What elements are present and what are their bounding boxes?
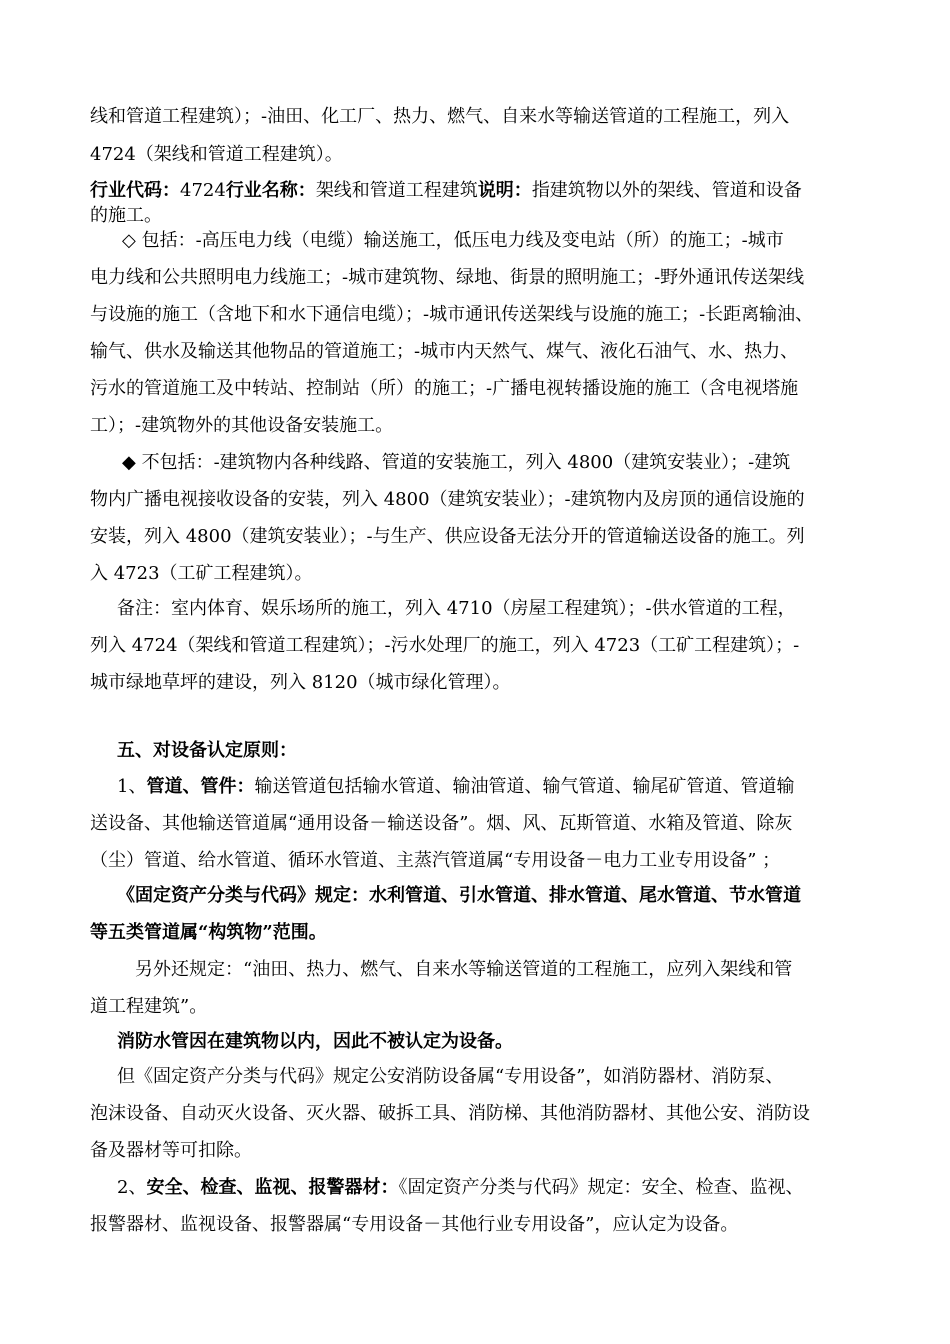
text-line: 与设施的施工（含地下和水下通信电缆）；-城市通讯传送架线与设施的施工；-长距离输油、	[90, 304, 814, 325]
exclude-line	[122, 452, 790, 474]
text-line: 另外还规定：“油田、热力、燃气、自来水等输送管道的工程施工，应列入架线和管	[135, 959, 793, 980]
text-line: 污水的管道施工及中转站、控制站（所）的施工；-广播电视转播设施的施工（含电视塔施	[90, 378, 799, 399]
name-label: 行业名称：	[225, 180, 316, 201]
item-number: 1、	[117, 776, 147, 797]
text-line: 物内广播电视接收设备的安装，列入 4800（建筑安装业）；-建筑物内及房顶的通信设施的	[90, 489, 805, 510]
diamond-outline-icon: ◇	[122, 230, 136, 251]
text-line: 电力线和公共照明电力线施工；-城市建筑物、绿地、街景的照明施工；-野外通讯传送架线	[90, 267, 805, 288]
text-line: 送设备、其他输送管道属“通用设备－输送设备”。烟、风、瓦斯管道、水箱及管道、除灰	[90, 813, 793, 834]
code-label: 行业代码：	[90, 180, 180, 201]
code-value: 4724	[180, 180, 226, 201]
text-line: 列入 4724（架线和管道工程建筑）；-污水处理厂的施工，列入 4723（工矿工程建筑）；-	[90, 635, 800, 656]
industry-code-line	[90, 180, 802, 202]
name-value: 架线和管道工程建筑	[315, 180, 478, 201]
text-line: 输气、供水及输送其他物品的管道施工；-城市内天然气、煤气、液化石油气、水、热力、	[90, 341, 799, 362]
bold-line: 等五类管道属“构筑物”范围。	[90, 922, 327, 943]
desc-label: 说明：	[477, 180, 532, 201]
paragraph-2-line	[117, 1177, 803, 1199]
text-line: 道工程建筑”。	[90, 996, 208, 1017]
text-line: 备及器材等可扣除。	[90, 1140, 252, 1161]
text-line: 4724（架线和管道工程建筑）。	[90, 144, 343, 165]
text-line: 泡沫设备、自动灭火设备、灭火器、破拆工具、消防梯、其他消防器材、其他公安、消防设	[90, 1103, 810, 1124]
include-line	[122, 230, 784, 252]
text-line: 安装，列入 4800（建筑安装业）；-与生产、供应设备无法分开的管道输送设备的施工。列	[90, 526, 805, 547]
bold-line: 《固定资产分类与代码》规定：水利管道、引水管道、排水管道、尾水管道、节水管道	[117, 885, 801, 906]
note-line: 备注：室内体育、娱乐场所的施工，列入 4710（房屋工程建筑）；-供水管道的工程，	[117, 598, 796, 619]
item-text: 输送管道包括输水管道、输油管道、输气管道、输尾矿管道、管道输	[254, 776, 795, 797]
text-line: 但《固定资产分类与代码》规定公安消防设备属“专用设备”，如消防器材、消防泵、	[117, 1066, 784, 1087]
text-line: 的施工。	[90, 205, 162, 226]
diamond-filled-icon: ◆	[122, 452, 136, 473]
item-number: 2、	[117, 1177, 147, 1198]
text-line: 工）；-建筑物外的其他设备安装施工。	[90, 415, 394, 436]
exclude-text: 不包括：-建筑物内各种线路、管道的安装施工，列入 4800（建筑安装业）；-建筑	[141, 452, 791, 473]
item-heading: 管道、管件：	[146, 776, 255, 797]
include-text: 包括：-高压电力线（电缆）输送施工，低压电力线及变电站（所）的施工；-城市	[141, 230, 784, 251]
text-line: （尘）管道、给水管道、循环水管道、主蒸汽管道属“专用设备－电力工业专用设备” ；	[90, 850, 781, 871]
text-line: 城市绿地草坪的建设，列入 8120（城市绿化管理）。	[90, 672, 511, 693]
section-title: 五、对设备认定原则：	[117, 740, 297, 761]
item-heading: 安全、检查、监视、报警器材：	[146, 1177, 399, 1198]
text-line: 入 4723（工矿工程建筑）。	[90, 563, 313, 584]
paragraph-1-line	[117, 776, 794, 798]
text-line: 报警器材、监视设备、报警器属“专用设备－其他行业专用设备”，应认定为设备。	[90, 1214, 739, 1235]
item-text: 《固定资产分类与代码》规定：安全、检查、监视、	[398, 1177, 804, 1198]
text-line: 线和管道工程建筑）；-油田、化工厂、热力、燃气、自来水等输送管道的工程施工，列入	[90, 106, 790, 127]
desc-value: 指建筑物以外的架线、管道和设备	[531, 180, 802, 201]
fire-pipe-line: 消防水管因在建筑物以内，因此不被认定为设备。	[117, 1031, 513, 1052]
